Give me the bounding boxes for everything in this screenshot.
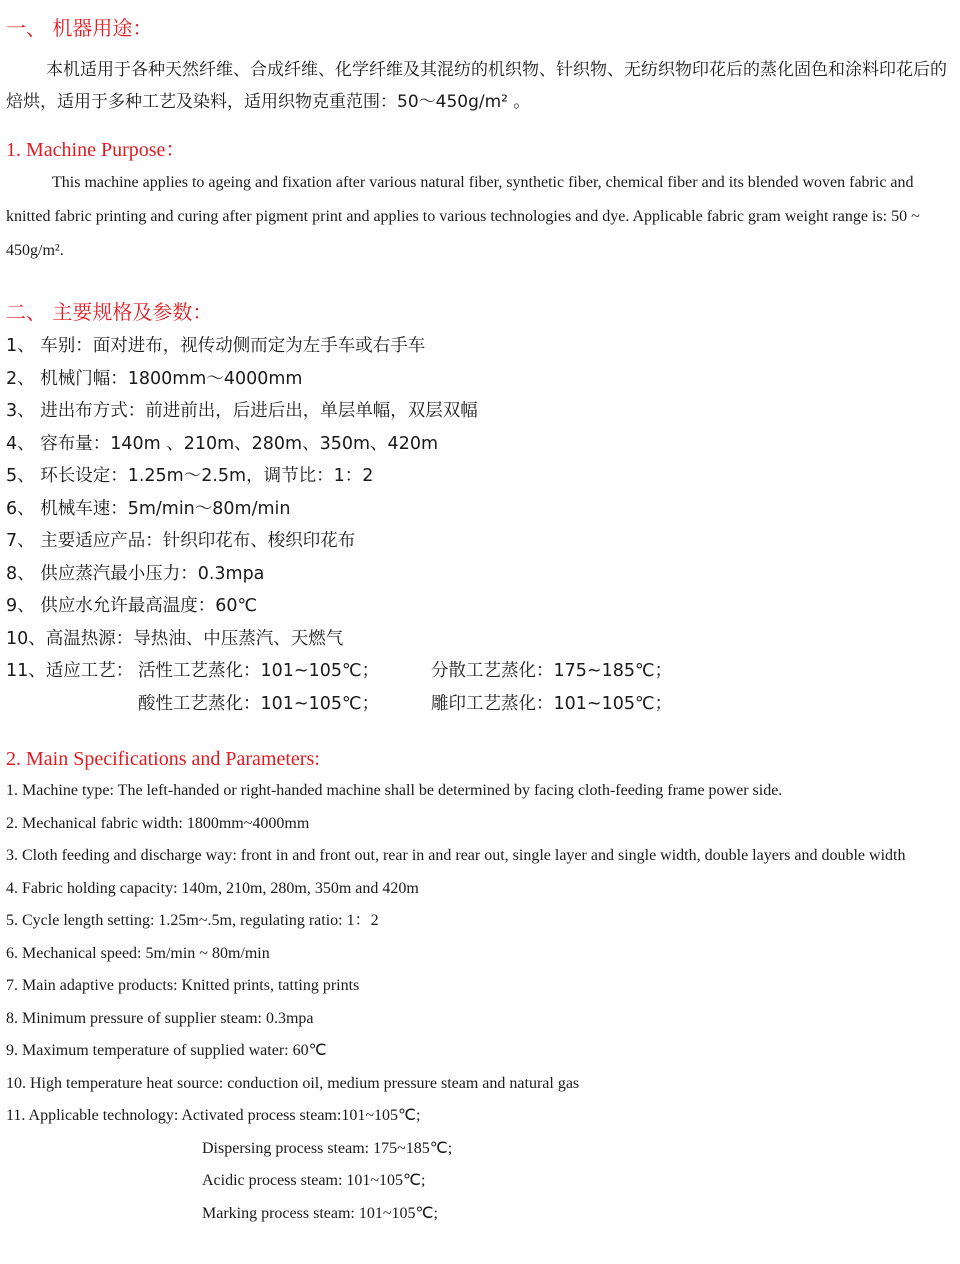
purpose-cn-body: 本机适用于各种天然纤维、合成纤维、化学纤维及其混纺的机织物、针织物、无纺织物印花后的蒸化固色和涂料印花后的焙烘，适用于多种工艺及染料，适用织物克重范围：50～450g/m² 。 (6, 60, 947, 112)
list-item: 11. Applicable technology: Activated process steam:101~105℃; (6, 1107, 421, 1124)
list-item (6, 688, 954, 721)
list-item: 10. High temperature heat source: conduction oil, medium pressure steam and natural gas (6, 1074, 580, 1092)
list-item: 4、 容布量：140m 、210m、280m、350m、420m (6, 433, 439, 454)
item11-disperse: 分散工艺蒸化：175~185℃； (431, 661, 673, 681)
list-item: 7. Main adaptive products: Knitted prints, tatting prints (6, 977, 360, 994)
list-item: 2. Mechanical fabric width: 1800mm~4000mm (6, 814, 310, 832)
specs-en-section (6, 745, 954, 1230)
list-item: 9、 供应水允许最高温度：60℃ (6, 596, 258, 616)
specs-cn-list (6, 330, 954, 720)
list-item: 8、 供应蒸汽最小压力：0.3mpa (6, 563, 265, 584)
specs-en-list (6, 775, 954, 1230)
item11-acid: 酸性工艺蒸化：101~105℃； (138, 693, 380, 714)
list-item: 6、 机械车速：5m/min～80m/min (6, 498, 291, 519)
purpose-en-body: This machine applies to ageing and fixation after various natural fiber, synthetic fiber, chemical fiber and its blended woven fabric and knitted fabric printing and curing after pigment print and applies to various technologies and dye. Applicable fabric gram weight range is: 50 ~ 450g/m². (6, 174, 920, 259)
list-item: 10、高温热源：导热油、中压蒸汽、天燃气 (6, 628, 344, 649)
list-item: 9. Maximum temperature of supplied water: 60℃ (6, 1042, 327, 1059)
list-item: Marking process steam: 101~105℃; (202, 1204, 438, 1222)
list-item: 5. Cycle length setting: 1.25m~.5m, regulating ratio: 1：2 (6, 912, 379, 929)
purpose-en-section (6, 136, 954, 268)
list-item: 4. Fabric holding capacity: 140m, 210m, 280m, 350m and 420m (6, 879, 419, 897)
list-item: 2、 机械门幅：1800mm～4000mm (6, 368, 303, 389)
list-item: 7、 主要适应产品：针织印花布、梭织印花布 (6, 531, 356, 551)
item11-reactive: 活性工艺蒸化：101~105℃； (138, 661, 380, 681)
purpose-en-heading: 1. Machine Purpose： (6, 139, 186, 161)
purpose-cn-section (6, 14, 954, 118)
list-item: Dispersing process steam: 175~185℃; (202, 1139, 453, 1157)
specs-cn-heading: 二、 主要规格及参数： (6, 300, 213, 324)
list-item: 6. Mechanical speed: 5m/min ~ 80m/min (6, 944, 270, 962)
list-item: 1. Machine type: The left-handed or right-handed machine shall be determined by facing cloth-feeding frame power side. (6, 782, 783, 799)
item11-label: 11、适应工艺： (6, 661, 134, 681)
list-item: 8. Minimum pressure of supplier steam: 0.3mpa (6, 1009, 314, 1027)
purpose-cn-heading: 一、 机器用途： (6, 16, 153, 40)
specs-cn-section (6, 298, 954, 720)
list-item: Acidic process steam: 101~105℃; (202, 1172, 426, 1189)
list-item: 1、 车别：面对进布，视传动侧而定为左手车或右手车 (6, 336, 426, 356)
specs-en-heading: 2. Main Specifications and Parameters: (6, 748, 320, 770)
list-item (6, 655, 954, 688)
item11-discharge: 雕印工艺蒸化：101~105℃； (431, 693, 673, 714)
list-item: 5、 环长设定：1.25m～2.5m，调节比：1：2 (6, 466, 374, 486)
list-item: 3. Cloth feeding and discharge way: front in and front out, rear in and rear out, single layer and single width, double layers and double width (6, 847, 906, 864)
list-item: 3、 进出布方式：前进前出，后进后出，单层单幅，双层双幅 (6, 401, 478, 421)
